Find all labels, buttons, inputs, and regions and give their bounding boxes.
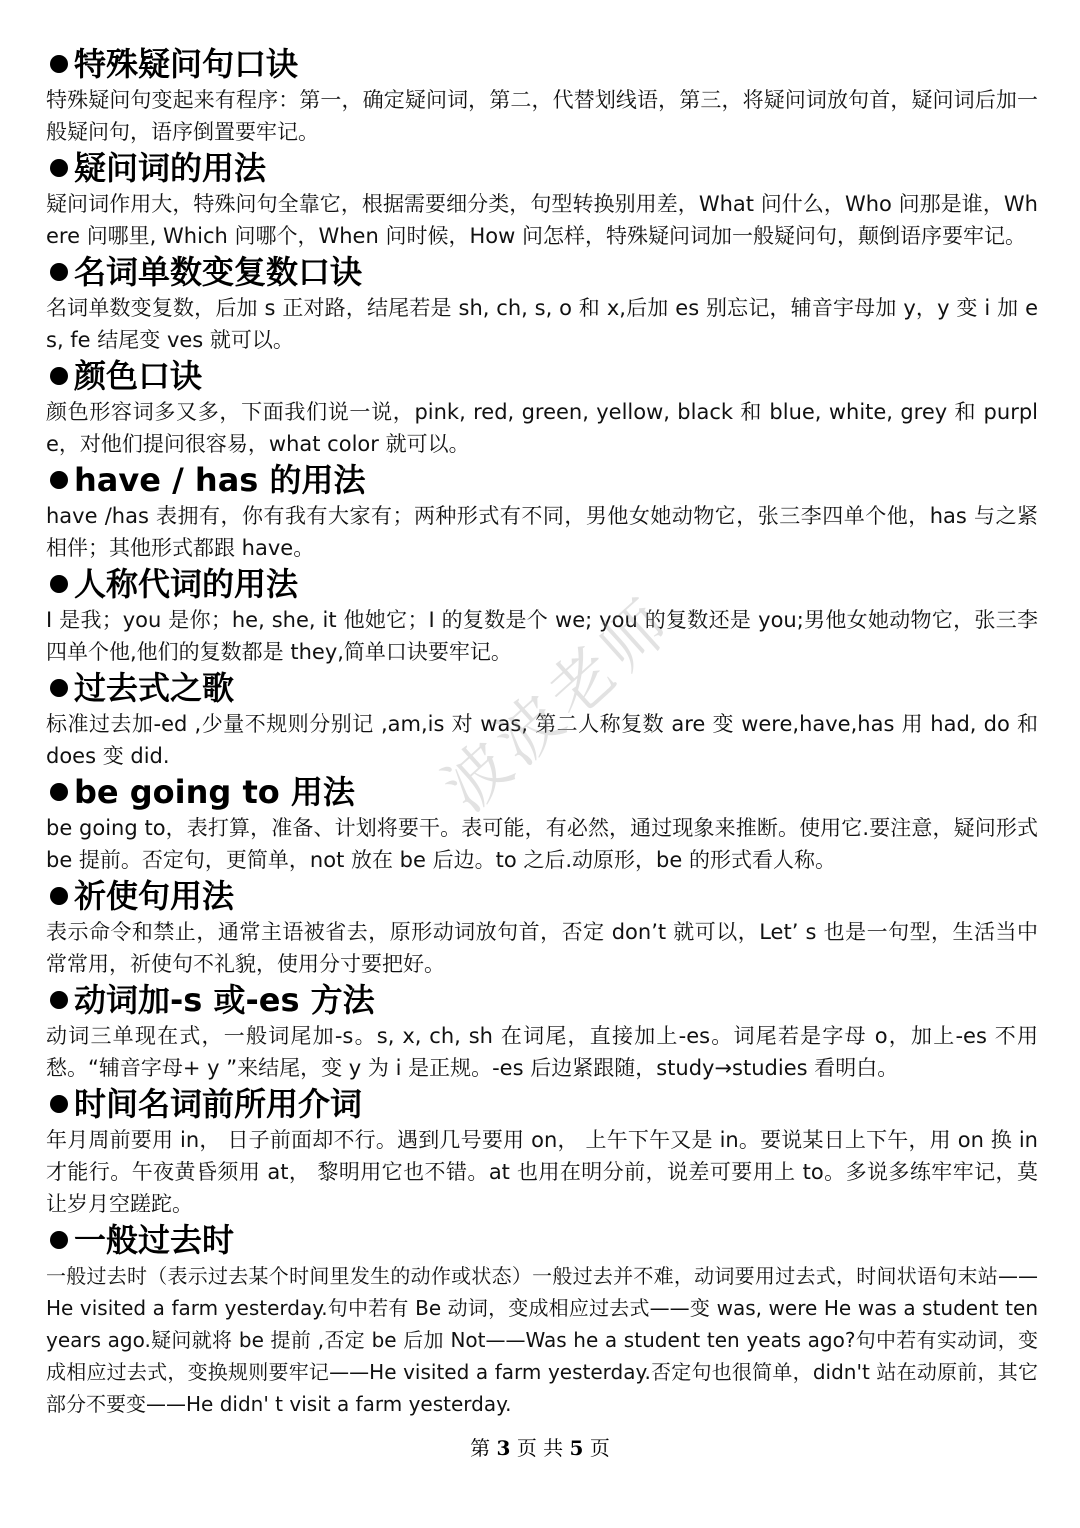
section-heading: [46, 980, 1038, 1020]
bullet-icon: [50, 575, 68, 593]
heading-text: 过去式之歌: [74, 669, 235, 707]
heading-text: 颜色口诀: [74, 357, 203, 395]
section-be-going-to: [46, 772, 1038, 876]
bullet-icon: [50, 1231, 68, 1249]
section-heading: [46, 1220, 1038, 1260]
section-question-words: [46, 148, 1038, 252]
footer-suffix: 页: [589, 1436, 610, 1460]
section-heading: [46, 1084, 1038, 1124]
section-heading: [46, 772, 1038, 812]
bullet-icon: [50, 471, 68, 489]
heading-text: 时间名词前所用介词: [74, 1085, 363, 1123]
bullet-icon: [50, 367, 68, 385]
bullet-icon: [50, 159, 68, 177]
section-time-prepositions: [46, 1084, 1038, 1220]
section-text: 一般过去时（表示过去某个时间里发生的动作或状态）一般过去并不难，动词要用过去式，时间状语句末站——He visited a farm yesterday.句中若有 Be 动词，变成相应过去式——变 was, were He was a student ten years ago.疑问就将 be 提前 ,否定 be 后加 Not——Was he a student ten yeats ago?句中若有实动词，变成相应过去式，变换规则要牢记——He visited a farm yesterday.否定句也很简单，didn't 站在动原前，其它部分不要变——He didn' t visit a farm yesterday.: [46, 1264, 1038, 1416]
section-heading: [46, 668, 1038, 708]
heading-text: 名词单数变复数口诀: [74, 253, 363, 291]
section-heading: [46, 876, 1038, 916]
section-text: 标准过去加-ed ,少量不规则分别记 ,am,is 对 was, 第二人称复数 are 变 were,have,has 用 had, do 和 does 变 did.: [46, 712, 1038, 768]
section-text: have /has 表拥有，你有我有大家有；两种形式有不同，男他女她动物它，张三李四单个他，has 与之紧相伴；其他形式都跟 have。: [46, 504, 1038, 560]
heading-text: 祈使句用法: [74, 877, 235, 915]
section-past-tense-song: [46, 668, 1038, 772]
heading-text: 特殊疑问句口诀: [74, 45, 299, 83]
section-colors: [46, 356, 1038, 460]
heading-text: 动词加-s 或-es 方法: [74, 981, 375, 1019]
page-footer: [0, 1434, 1080, 1462]
section-text: 特殊疑问句变起来有程序：第一，确定疑问词，第二，代替划线语，第三，将疑问词放句首，疑问词后加一般疑问句，语序倒置要牢记。: [46, 88, 1038, 144]
heading-text: have / has 的用法: [74, 461, 366, 499]
section-imperatives: [46, 876, 1038, 980]
section-text: 疑问词作用大，特殊问句全靠它，根据需要细分类，句型转换别用差，What 问什么，Who 问那是谁，Where 问哪里, Which 问哪个，When 问时候，How 问怎样，特殊疑问词加一般疑问句，颠倒语序要牢记。: [46, 192, 1038, 248]
section-text: 年月周前要用 in， 日子前面却不行。遇到几号要用 on， 上午下午又是 in。要说某日上下午，用 on 换 in 才能行。午夜黄昏须用 at， 黎明用它也不错。at 也用在明分前，说差可要用上 to。多说多练牢牢记，莫让岁月空蹉跎。: [46, 1128, 1038, 1216]
heading-text: be going to 用法: [74, 773, 355, 811]
bullet-icon: [50, 679, 68, 697]
section-pronouns: [46, 564, 1038, 668]
section-text: 名词单数变复数，后加 s 正对路，结尾若是 sh, ch, s, o 和 x,后加 es 别忘记，辅音宇母加 y，y 变 i 加 es, fe 结尾变 ves 就可以。: [46, 296, 1038, 352]
section-heading: [46, 564, 1038, 604]
footer-middle: 页 共: [516, 1436, 564, 1460]
section-heading: [46, 44, 1038, 84]
section-heading: [46, 148, 1038, 188]
section-simple-past: [46, 1220, 1038, 1420]
heading-text: 疑问词的用法: [74, 149, 267, 187]
section-heading: [46, 252, 1038, 292]
section-text: I 是我；you 是你；he, she, it 他她它；I 的复数是个 we; you 的复数还是 you;男他女她动物它，张三李四单个他,他们的复数都是 they,简单口诀要牢记。: [46, 608, 1038, 664]
section-text: 颜色形容词多又多，下面我们说一说，pink, red, green, yellow, black 和 blue, white, grey 和 purple，对他们提问很容易，what color 就可以。: [46, 400, 1038, 456]
section-heading: [46, 460, 1038, 500]
footer-prefix: 第: [470, 1436, 491, 1460]
section-text: 表示命令和禁止，通常主语被省去，原形动词放句首，否定 don’t 就可以，Let’ s 也是一句型，生活当中常常用，祈使句不礼貌，使用分寸要把好。: [46, 920, 1038, 976]
section-wh-question-rhyme: [46, 44, 1038, 148]
bullet-icon: [50, 783, 68, 801]
watermark: 波波老师: [430, 583, 688, 827]
bullet-icon: [50, 1095, 68, 1113]
bullet-icon: [50, 263, 68, 281]
total-pages-number: 5: [569, 1436, 584, 1460]
bullet-icon: [50, 887, 68, 905]
section-text: be going to，表打算，准备、计划将要干。表可能，有必然，通过现象来推断。使用它.要注意，疑问形式 be 提前。否定句，更简单，not 放在 be 后边。to 之后.动原形，be 的形式看人称。: [46, 816, 1038, 872]
current-page-number: 3: [496, 1436, 511, 1460]
heading-text: 一般过去时: [74, 1221, 235, 1259]
bullet-icon: [50, 991, 68, 1009]
section-have-has: [46, 460, 1038, 564]
section-plural-nouns: [46, 252, 1038, 356]
section-verb-s-es: [46, 980, 1038, 1084]
heading-text: 人称代词的用法: [74, 565, 299, 603]
bullet-icon: [50, 55, 68, 73]
document-page: [46, 44, 1038, 1420]
section-heading: [46, 356, 1038, 396]
section-text: 动词三单现在式，一般词尾加-s。s, x, ch, sh 在词尾，直接加上-es。词尾若是字母 o，加上-es 不用愁。“辅音字母+ y ”来结尾，变 y 为 i 是正规。-es 后边紧跟随，study→studies 看明白。: [46, 1024, 1038, 1080]
